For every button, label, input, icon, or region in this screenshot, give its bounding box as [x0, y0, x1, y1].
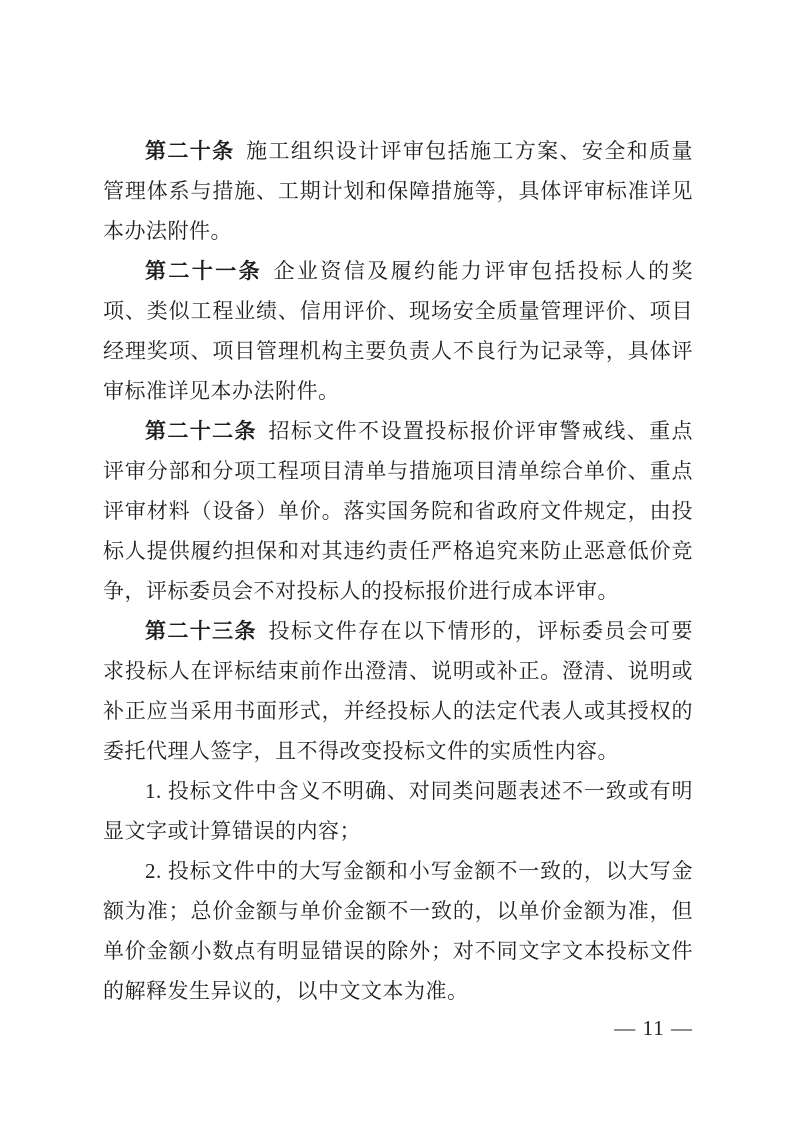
- list-item-1-text: 1. 投标文件中含义不明确、对同类问题表述不一致或有明显文字或计算错误的内容；: [103, 779, 693, 843]
- list-item-2-text: 2. 投标文件中的大写金额和小写金额不一致的，以大写金额为准；总价金额与单价金额不一致的，以单价金额为准，但单价金额小数点有明显错误的除外；对不同文字文本投标文件的解释发生异议的，以中文文本为准。: [103, 859, 693, 1003]
- page-number: — 11 —: [614, 1016, 693, 1040]
- article-22-text: 招标文件不设置投标报价评审警戒线、重点评审分部和分项工程项目清单与措施项目清单综合单价、重点评审材料（设备）单价。落实国务院和省政府文件规定，由投标人提供履约担保和对其违约责任严格追究来防止恶意低价竞争，评标委员会不对投标人的投标报价进行成本评审。: [103, 419, 694, 603]
- article-22-paragraph: [103, 411, 693, 611]
- list-item-2: [103, 851, 693, 1011]
- article-20-label: 第二十条: [145, 139, 235, 163]
- article-20-paragraph: [103, 131, 693, 251]
- article-23-text: 投标文件存在以下情形的，评标委员会可要求投标人在评标结束前作出澄清、说明或补正。澄清、说明或补正应当采用书面形式，并经投标人的法定代表人或其授权的委托代理人签字，且不得改变投标文件的实质性内容。: [103, 619, 694, 763]
- article-20-text: 施工组织设计评审包括施工方案、安全和质量管理体系与措施、工期计划和保障措施等，具体评审标准详见本办法附件。: [103, 139, 694, 243]
- article-23-paragraph: [103, 611, 693, 771]
- article-21-label: 第二十一条: [145, 259, 263, 283]
- article-23-label: 第二十三条: [145, 619, 257, 643]
- document-body: [103, 131, 693, 1011]
- article-22-label: 第二十二条: [145, 419, 257, 443]
- article-21-paragraph: [103, 251, 693, 411]
- article-21-text: 企业资信及履约能力评审包括投标人的奖项、类似工程业绩、信用评价、现场安全质量管理评价、项目经理奖项、项目管理机构主要负责人不良行为记录等，具体评审标准详见本办法附件。: [103, 259, 694, 403]
- list-item-1: [103, 771, 693, 851]
